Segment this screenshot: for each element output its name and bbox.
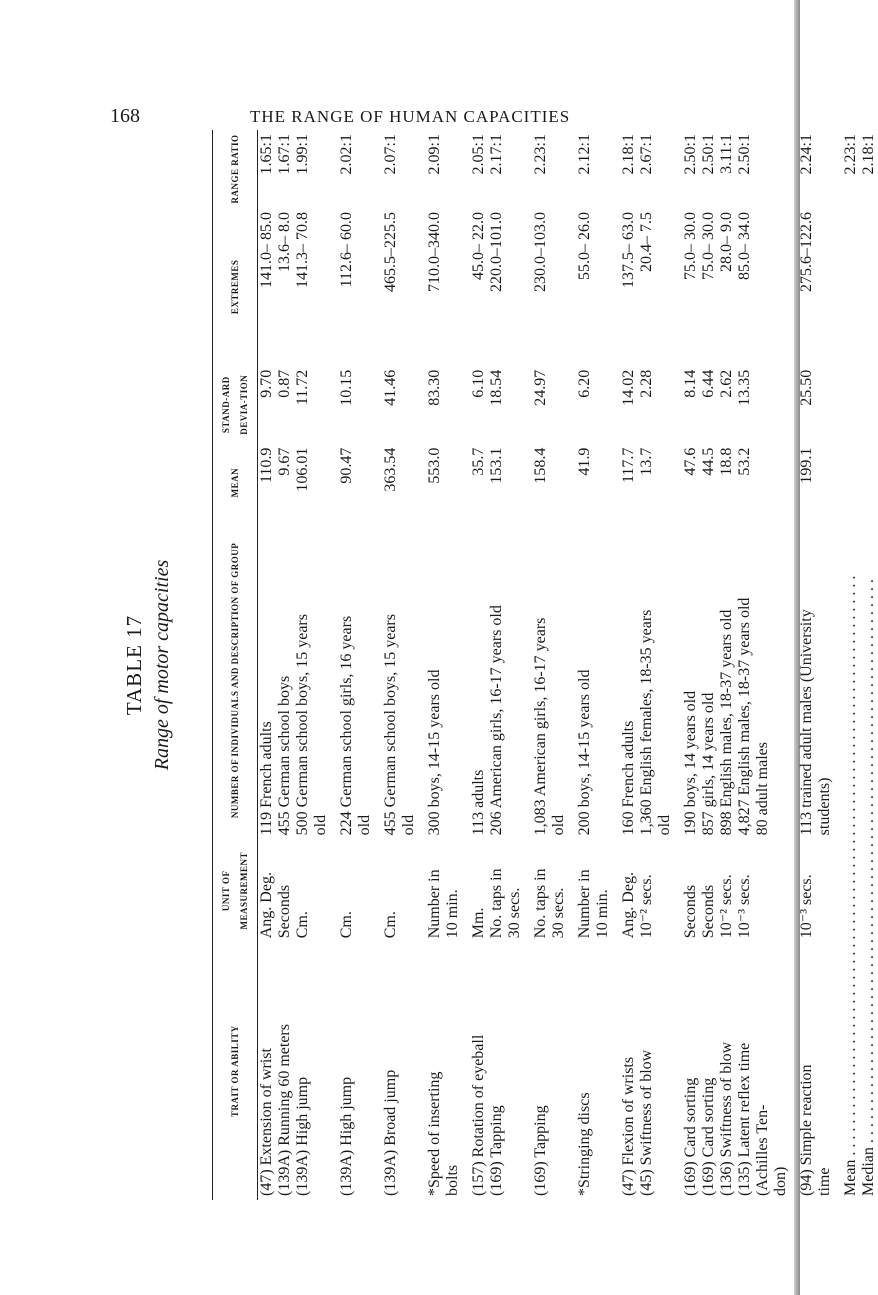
cell-group: old bbox=[550, 814, 567, 836]
cell-unit: Cm. bbox=[382, 911, 399, 939]
cell-group: 190 boys, 14 years old bbox=[682, 690, 699, 836]
cell-extremes bbox=[506, 208, 524, 366]
cell-sd: 83.30 bbox=[426, 369, 443, 406]
cell-extremes bbox=[356, 208, 374, 366]
cell-sd: 6.10 bbox=[470, 369, 487, 398]
cell-range: 2.50:1 bbox=[682, 134, 699, 175]
cell-range: 2.23:1 bbox=[532, 134, 549, 175]
cell-mean bbox=[594, 444, 612, 522]
table-row bbox=[330, 130, 356, 1200]
cell-range bbox=[594, 130, 612, 208]
cell-range: 2.09:1 bbox=[426, 134, 443, 175]
cell-extremes: 20.4– 7.5 bbox=[638, 211, 655, 272]
cell-unit: 30 secs. bbox=[506, 887, 523, 939]
table-row bbox=[594, 130, 612, 1200]
table-row bbox=[772, 130, 790, 1200]
cell-range bbox=[816, 130, 834, 208]
cell-trait: (169) Tapping bbox=[532, 1105, 549, 1196]
cell-group bbox=[444, 522, 462, 840]
cell-range: 2.18:1 bbox=[620, 134, 637, 175]
cell-mean: 199.1 bbox=[798, 447, 815, 484]
cell-range bbox=[772, 130, 790, 208]
cell-unit bbox=[816, 839, 834, 942]
table-row bbox=[568, 130, 594, 1200]
cell-mean bbox=[550, 444, 568, 522]
cell-group: 1,360 English females, 18-35 years bbox=[638, 609, 655, 836]
cell-extremes: 28.0– 9.0 bbox=[718, 211, 735, 272]
cell-mean: 158.4 bbox=[532, 447, 549, 484]
table-header-row bbox=[213, 130, 258, 1200]
cell-sd: 9.70 bbox=[258, 369, 275, 398]
cell-range bbox=[550, 130, 568, 208]
table-row bbox=[700, 130, 718, 1200]
summary-row bbox=[834, 130, 860, 1200]
cell-trait: (169) Tapping bbox=[488, 1105, 505, 1196]
header-trait: TRAIT OR ABILITY bbox=[213, 942, 258, 1200]
cell-extremes: 45.0– 22.0 bbox=[470, 211, 487, 280]
table-row bbox=[418, 130, 444, 1200]
cell-range: 2.05:1 bbox=[470, 134, 487, 175]
cell-range: 2.50:1 bbox=[736, 134, 753, 175]
cell-trait: (47) Extension of wrist bbox=[258, 1048, 275, 1196]
cell-mean bbox=[754, 444, 772, 522]
cell-extremes bbox=[444, 208, 462, 366]
cell-trait: (135) Latent reflex time bbox=[736, 1042, 753, 1196]
cell-range: 2.07:1 bbox=[382, 134, 399, 175]
cell-extremes: 465.5–225.5 bbox=[382, 211, 399, 292]
cell-range: 2.50:1 bbox=[700, 134, 717, 175]
table-title: TABLE 17 bbox=[122, 614, 146, 716]
header-group: NUMBER OF INDIVIDUALS AND DESCRIPTION OF GROUP bbox=[213, 522, 258, 840]
cell-unit: Seconds bbox=[700, 884, 717, 939]
cell-extremes: 75.0– 30.0 bbox=[700, 211, 717, 280]
cell-mean: 35.7 bbox=[470, 447, 487, 476]
cell-mean: 44.5 bbox=[700, 447, 717, 476]
summary-label: Median . . . . . . . . . . . . . . . . . . . . . . . . . . . . . . . . . . . . . . . . . . . . . . . . . . . . . . . . . . . . . . . . . . . . . . . bbox=[860, 579, 877, 1196]
cell-extremes: 141.3– 70.8 bbox=[294, 211, 311, 288]
cell-sd bbox=[400, 366, 418, 444]
cell-sd bbox=[356, 366, 374, 444]
cell-mean: 41.9 bbox=[576, 447, 593, 476]
cell-mean: 53.2 bbox=[736, 447, 753, 476]
cell-range bbox=[312, 130, 330, 208]
cell-sd: 13.35 bbox=[736, 369, 753, 406]
running-title: THE RANGE OF HUMAN CAPACITIES bbox=[250, 107, 571, 126]
cell-mean bbox=[312, 444, 330, 522]
cell-trait: don) bbox=[772, 1166, 789, 1196]
cell-trait: (157) Rotation of eyeball bbox=[470, 1034, 487, 1196]
header-range: RANGE RATIO bbox=[213, 130, 258, 208]
cell-sd bbox=[550, 366, 568, 444]
cell-unit: 10⁻³ secs. bbox=[736, 874, 753, 939]
cell-group: 200 boys, 14-15 years old bbox=[576, 669, 593, 836]
cell-trait: *Stringing discs bbox=[576, 1092, 593, 1196]
cell-mean: 153.1 bbox=[488, 447, 505, 484]
cell-range: 1.67:1 bbox=[276, 134, 293, 175]
table-row bbox=[400, 130, 418, 1200]
cell-mean: 553.0 bbox=[426, 447, 443, 484]
cell-group bbox=[506, 522, 524, 840]
cell-sd bbox=[594, 366, 612, 444]
cell-sd bbox=[444, 366, 462, 444]
cell-unit: 10⁻³ secs. bbox=[798, 874, 815, 939]
cell-extremes: 13.6– 8.0 bbox=[276, 211, 293, 272]
cell-range: 2.24:1 bbox=[798, 134, 815, 175]
table-subtitle: Range of motor capacities bbox=[151, 559, 173, 771]
cell-extremes bbox=[816, 208, 834, 366]
cell-sd bbox=[656, 366, 674, 444]
table-row bbox=[790, 130, 816, 1200]
cell-sd: 8.14 bbox=[682, 369, 699, 398]
table-row bbox=[656, 130, 674, 1200]
cell-mean: 363.54 bbox=[382, 447, 399, 492]
table-row bbox=[312, 130, 330, 1200]
cell-extremes bbox=[754, 208, 772, 366]
motor-capacities-table bbox=[212, 130, 878, 1200]
cell-range bbox=[754, 130, 772, 208]
cell-unit bbox=[356, 839, 374, 942]
cell-group: 300 boys, 14-15 years old bbox=[426, 669, 443, 836]
cell-group: 119 French adults bbox=[258, 721, 275, 836]
cell-sd: 14.02 bbox=[620, 369, 637, 406]
cell-trait: (139A) Running 60 meters bbox=[276, 1024, 293, 1196]
cell-extremes: 275.6–122.6 bbox=[798, 211, 815, 292]
cell-unit: 10 min. bbox=[594, 889, 611, 939]
cell-sd: 25.50 bbox=[798, 369, 815, 406]
header-mean: MEAN bbox=[213, 444, 258, 522]
cell-range: 1.99:1 bbox=[294, 134, 311, 175]
cell-extremes bbox=[550, 208, 568, 366]
cell-mean: 47.6 bbox=[682, 447, 699, 476]
cell-unit bbox=[656, 839, 674, 942]
cell-mean: 90.47 bbox=[338, 447, 355, 484]
cell-trait: (45) Swiftness of blow bbox=[638, 1049, 655, 1196]
cell-group: 160 French adults bbox=[620, 720, 637, 836]
cell-sd: 0.87 bbox=[276, 369, 293, 398]
cell-group bbox=[594, 522, 612, 840]
cell-unit: Cm. bbox=[294, 911, 311, 939]
cell-range bbox=[400, 130, 418, 208]
cell-trait: (136) Swiftness of blow bbox=[718, 1041, 735, 1196]
cell-unit bbox=[754, 839, 772, 942]
cell-unit: Ang. Deg. bbox=[258, 872, 275, 939]
cell-group: 224 German school girls, 16 years bbox=[338, 615, 355, 836]
cell-mean bbox=[816, 444, 834, 522]
cell-group: old bbox=[400, 814, 417, 836]
table-row bbox=[638, 130, 656, 1200]
cell-range bbox=[506, 130, 524, 208]
cell-mean bbox=[400, 444, 418, 522]
cell-unit: No. taps in bbox=[488, 868, 505, 939]
header-extremes: EXTREMES bbox=[213, 208, 258, 366]
cell-mean bbox=[656, 444, 674, 522]
cell-unit: Mm. bbox=[470, 907, 487, 939]
cell-trait: (94) Simple reaction bbox=[798, 1064, 815, 1196]
cell-trait bbox=[550, 942, 568, 1200]
cell-range: 2.67:1 bbox=[638, 134, 655, 175]
cell-mean: 110.9 bbox=[258, 447, 275, 484]
cell-sd: 2.62 bbox=[718, 369, 735, 398]
cell-trait: (Achilles Ten- bbox=[754, 1104, 771, 1196]
cell-mean bbox=[772, 444, 790, 522]
cell-group: 113 adults bbox=[470, 769, 487, 836]
cell-sd bbox=[816, 366, 834, 444]
cell-extremes: 710.0–340.0 bbox=[426, 211, 443, 292]
cell-range bbox=[656, 130, 674, 208]
cell-group: students) bbox=[816, 777, 833, 836]
cell-extremes: 112.6– 60.0 bbox=[338, 211, 355, 288]
cell-unit: 10⁻² secs. bbox=[638, 874, 655, 939]
table-row bbox=[488, 130, 506, 1200]
summary-label: Mean . . . . . . . . . . . . . . . . . . . . . . . . . . . . . . . . . . . . . . . . . . . . . . . . . . . . . . . . . . . . . . . . . . . . . . . . . bbox=[842, 575, 859, 1196]
cell-range: 1.65:1 bbox=[258, 134, 275, 175]
header-sd: STAND-ARD DEVIA-TION bbox=[213, 366, 258, 444]
cell-unit: Number in bbox=[426, 869, 443, 939]
cell-extremes bbox=[772, 208, 790, 366]
cell-trait bbox=[312, 942, 330, 1200]
table-caption bbox=[120, 130, 210, 1200]
table-row bbox=[276, 130, 294, 1200]
summary-value: 2.18:1 bbox=[860, 134, 877, 175]
cell-group: 455 German school boys, 15 years bbox=[382, 614, 399, 836]
cell-range: 3.11:1 bbox=[718, 134, 735, 174]
table-row bbox=[674, 130, 700, 1200]
cell-group: 500 German school boys, 15 years bbox=[294, 614, 311, 836]
cell-unit: Seconds bbox=[276, 884, 293, 939]
cell-mean: 13.7 bbox=[638, 447, 655, 476]
cell-trait bbox=[506, 942, 524, 1200]
cell-mean: 117.7 bbox=[620, 447, 637, 484]
cell-group: 113 trained adult males (University bbox=[798, 609, 815, 836]
cell-extremes: 75.0– 30.0 bbox=[682, 211, 699, 280]
cell-trait: (169) Card sorting bbox=[682, 1077, 699, 1196]
table-row bbox=[524, 130, 550, 1200]
cell-extremes: 141.0– 85.0 bbox=[258, 211, 275, 288]
cell-mean: 106.01 bbox=[294, 447, 311, 492]
cell-sd: 6.20 bbox=[576, 369, 593, 398]
cell-group: old bbox=[312, 814, 329, 836]
cell-range: 2.17:1 bbox=[488, 134, 505, 175]
cell-unit bbox=[312, 839, 330, 942]
page-number: 168 bbox=[110, 105, 140, 127]
cell-extremes: 230.0–103.0 bbox=[532, 211, 549, 292]
cell-trait: (139A) High jump bbox=[338, 1076, 355, 1196]
table-row bbox=[462, 130, 488, 1200]
cell-extremes: 55.0– 26.0 bbox=[576, 211, 593, 280]
cell-group bbox=[772, 522, 790, 840]
cell-sd bbox=[506, 366, 524, 444]
table-row bbox=[736, 130, 754, 1200]
cell-trait bbox=[656, 942, 674, 1200]
cell-unit bbox=[772, 839, 790, 942]
cell-extremes: 137.5– 63.0 bbox=[620, 211, 637, 288]
cell-trait: *Speed of inserting bbox=[426, 1071, 443, 1196]
cell-mean bbox=[356, 444, 374, 522]
cell-unit bbox=[400, 839, 418, 942]
cell-group: 1,083 American girls, 16-17 years bbox=[532, 617, 549, 836]
cell-range bbox=[444, 130, 462, 208]
table-row bbox=[718, 130, 736, 1200]
cell-sd bbox=[312, 366, 330, 444]
cell-sd bbox=[754, 366, 772, 444]
cell-range: 2.12:1 bbox=[576, 134, 593, 175]
cell-unit: 10 min. bbox=[444, 889, 461, 939]
cell-trait: (139A) High jump bbox=[294, 1076, 311, 1196]
cell-trait: (169) Card sorting bbox=[700, 1077, 717, 1196]
cell-trait bbox=[400, 942, 418, 1200]
cell-sd: 24.97 bbox=[532, 369, 549, 406]
table-row bbox=[612, 130, 638, 1200]
cell-unit: No. taps in bbox=[532, 868, 549, 939]
cell-range bbox=[356, 130, 374, 208]
table-row bbox=[816, 130, 834, 1200]
cell-sd: 6.44 bbox=[700, 369, 717, 398]
cell-group: 898 English males, 18-37 years old bbox=[718, 609, 735, 836]
cell-sd: 11.72 bbox=[294, 369, 311, 406]
cell-group: 455 German school boys bbox=[276, 675, 293, 836]
cell-extremes bbox=[312, 208, 330, 366]
cell-range: 2.02:1 bbox=[338, 134, 355, 175]
table-row bbox=[550, 130, 568, 1200]
cell-unit: 10⁻² secs. bbox=[718, 874, 735, 939]
table-row bbox=[258, 130, 277, 1200]
cell-sd bbox=[772, 366, 790, 444]
cell-trait: time bbox=[816, 1167, 833, 1196]
cell-sd: 2.28 bbox=[638, 369, 655, 398]
cell-trait bbox=[594, 942, 612, 1200]
cell-unit: Number in bbox=[576, 869, 593, 939]
cell-group: old bbox=[356, 814, 373, 836]
cell-mean bbox=[444, 444, 462, 522]
cell-sd: 18.54 bbox=[488, 369, 505, 406]
cell-unit: 30 secs. bbox=[550, 887, 567, 939]
cell-group: 80 adult males bbox=[754, 742, 771, 836]
summary-value: 2.23:1 bbox=[842, 134, 859, 175]
cell-extremes bbox=[594, 208, 612, 366]
table-row bbox=[506, 130, 524, 1200]
cell-group: 4,827 English males, 18-37 years old bbox=[736, 597, 753, 836]
cell-trait bbox=[356, 942, 374, 1200]
cell-group: 857 girls, 14 years old bbox=[700, 692, 717, 836]
cell-mean: 9.67 bbox=[276, 447, 293, 476]
table-row bbox=[374, 130, 400, 1200]
cell-sd: 10.15 bbox=[338, 369, 355, 406]
cell-unit: Ang. Deg. bbox=[620, 872, 637, 939]
cell-group: old bbox=[656, 814, 673, 836]
cell-extremes: 85.0– 34.0 bbox=[736, 211, 753, 280]
cell-trait: (139A) Broad jump bbox=[382, 1069, 399, 1196]
cell-trait: (47) Flexion of wrists bbox=[620, 1056, 637, 1196]
summary-row bbox=[860, 130, 878, 1200]
cell-group: 206 American girls, 16-17 years old bbox=[488, 605, 505, 836]
cell-unit: Seconds bbox=[682, 884, 699, 939]
page-header bbox=[110, 105, 710, 129]
cell-mean bbox=[506, 444, 524, 522]
cell-trait: bolts bbox=[444, 1164, 461, 1196]
cell-extremes bbox=[656, 208, 674, 366]
table-row bbox=[294, 130, 312, 1200]
table-row bbox=[356, 130, 374, 1200]
rotated-table-block bbox=[120, 130, 877, 1200]
header-unit: UNIT OF MEASUREMENT bbox=[213, 839, 258, 942]
cell-mean: 18.8 bbox=[718, 447, 735, 476]
table-row bbox=[444, 130, 462, 1200]
cell-unit: Cm. bbox=[338, 911, 355, 939]
cell-sd: 41.46 bbox=[382, 369, 399, 406]
cell-extremes: 220.0–101.0 bbox=[488, 211, 505, 292]
cell-extremes bbox=[400, 208, 418, 366]
table-body bbox=[258, 130, 878, 1200]
table-row bbox=[754, 130, 772, 1200]
